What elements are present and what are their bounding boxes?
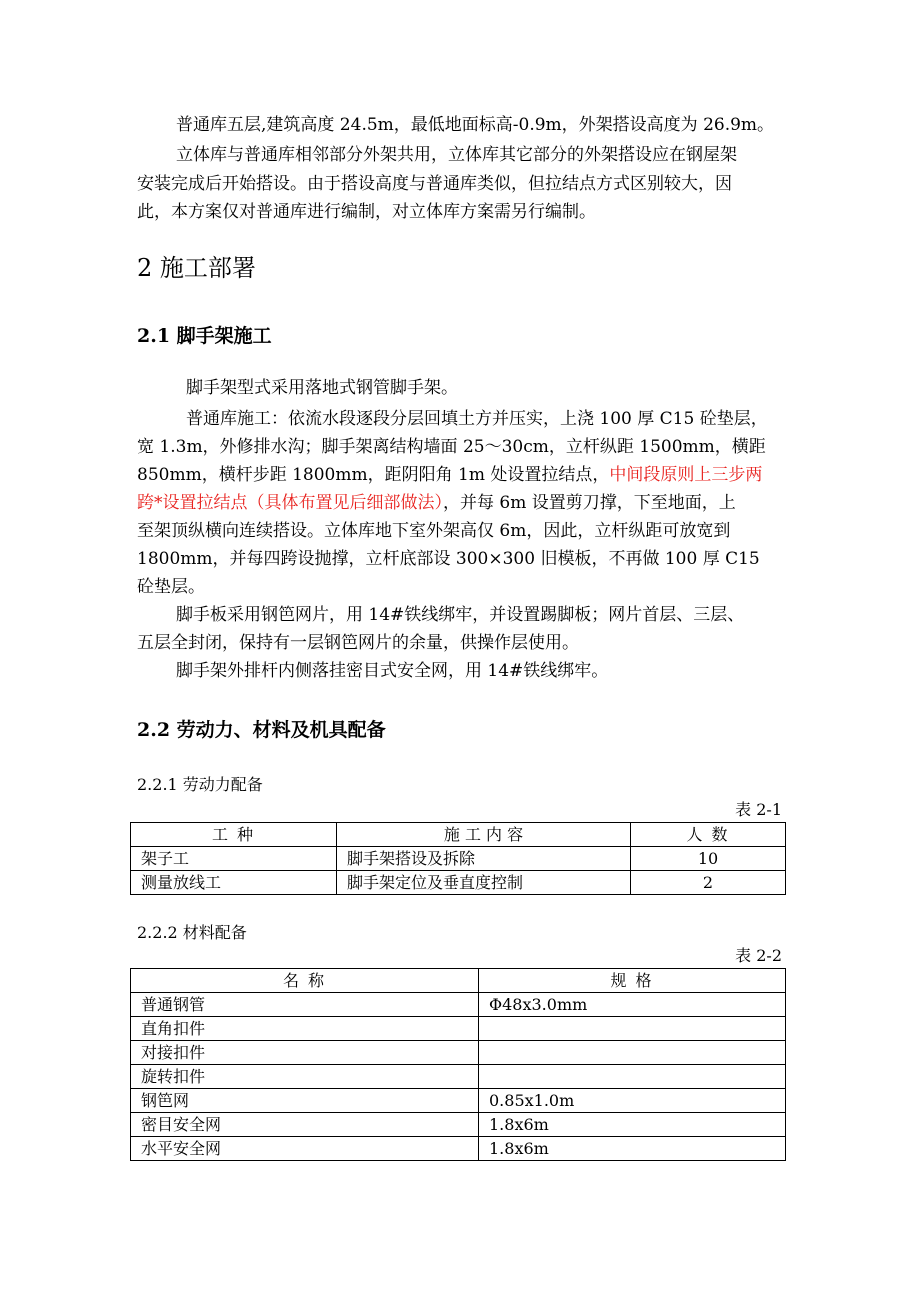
table-header-row: [131, 823, 786, 847]
table-row: [131, 1089, 786, 1113]
scaffold-type-text: 脚手架型式采用落地式钢管脚手架。: [186, 378, 458, 398]
construction-line-3-text: 850mm，横杆步距 1800mm，距阴阳角 1m 处设置拉结点，: [137, 465, 610, 485]
table-cell: 对接扣件: [131, 1041, 479, 1065]
table-cell: 2: [631, 871, 786, 895]
table-cell: [479, 1065, 786, 1089]
highlight-text: 中间段原则上三步两: [609, 465, 763, 485]
table-cell: 密目安全网: [131, 1113, 479, 1137]
table-row: [131, 1017, 786, 1041]
column-header: 工 种: [131, 823, 337, 847]
table-cell: 脚手架定位及垂直度控制: [337, 871, 631, 895]
intro-line-4: 此，本方案仅对普通库进行编制，对立体库方案需另行编制。: [137, 202, 596, 222]
table-row: [131, 871, 786, 895]
column-header: 规 格: [479, 969, 786, 993]
table-cell: 旋转扣件: [131, 1065, 479, 1089]
column-header: 人 数: [631, 823, 786, 847]
section-2-2-1-heading: 2.2.1 劳动力配备: [137, 775, 263, 794]
construction-line-7: 砼垫层。: [137, 577, 205, 597]
table-cell: [479, 1017, 786, 1041]
table-cell: 普通钢管: [131, 993, 479, 1017]
intro-line-2: 立体库与普通库相邻部分外架共用，立体库其它部分的外架搭设应在钢屋架: [176, 145, 737, 165]
table-cell: 0.85x1.0m: [479, 1089, 786, 1113]
construction-line-1: 普通库施工：依流水段逐段分层回填土方并压实，上浇 100 厚 C15 砼垫层，: [186, 409, 768, 429]
table-row: [131, 1137, 786, 1161]
table-cell: 10: [631, 847, 786, 871]
table-row: [131, 993, 786, 1017]
table-cell: 1.8x6m: [479, 1113, 786, 1137]
column-header: 名 称: [131, 969, 479, 993]
table-cell: 1.8x6m: [479, 1137, 786, 1161]
table-cell: 测量放线工: [131, 871, 337, 895]
table-cell: 钢笆网: [131, 1089, 479, 1113]
table-cell: 脚手架搭设及拆除: [337, 847, 631, 871]
safety-net-text: 脚手架外排杆内侧落挂密目式安全网，用 14#铁线绑牢。: [176, 661, 609, 681]
section-2-2-2-heading: 2.2.2 材料配备: [137, 923, 247, 942]
construction-line-3: [137, 465, 762, 485]
construction-line-6: 1800mm，并每四跨设抛撑，立杆底部设 300×300 旧模板，不再做 100 厚 C15: [137, 549, 760, 569]
table-row: [131, 1065, 786, 1089]
table-cell: 直角扣件: [131, 1017, 479, 1041]
table-row: [131, 1113, 786, 1137]
scaffold-board-line-2: 五层全封闭，保持有一层钢笆网片的余量，供操作层使用。: [137, 633, 579, 653]
column-header: 施 工 内 容: [337, 823, 631, 847]
section-2-heading: 2 施工部署: [137, 254, 256, 282]
construction-line-2: 宽 1.3m，外修排水沟；脚手架离结构墙面 25～30cm，立杆纵距 1500mm，横距: [137, 437, 766, 457]
section-2-1-heading: 2.1 脚手架施工: [137, 325, 272, 347]
table-cell: 水平安全网: [131, 1137, 479, 1161]
labor-table: [130, 822, 786, 895]
table-2-2-caption: 表 2-2: [735, 946, 782, 965]
table-row: [131, 1041, 786, 1065]
table-cell: [479, 1041, 786, 1065]
construction-line-4: [137, 493, 736, 513]
intro-line-1: 普通库五层,建筑高度 24.5m，最低地面标高-0.9m，外架搭设高度为 26.9m。: [176, 115, 775, 135]
scaffold-board-line-1: 脚手板采用钢笆网片，用 14#铁线绑牢，并设置踢脚板；网片首层、三层、: [176, 605, 745, 625]
table-cell: Φ48x3.0mm: [479, 993, 786, 1017]
construction-line-4-text: ，并每 6m 设置剪刀撑，下至地面，上: [443, 493, 736, 513]
table-cell: 架子工: [131, 847, 337, 871]
construction-line-5: 至架顶纵横向连续搭设。立体库地下室外架高仅 6m，因此，立杆纵距可放宽到: [137, 521, 731, 541]
section-2-2-heading: 2.2 劳动力、材料及机具配备: [137, 719, 386, 741]
highlight-text: 跨*设置拉结点（具体布置见后细部做法）: [137, 493, 443, 513]
materials-table: [130, 968, 786, 1161]
table-2-1-caption: 表 2-1: [735, 800, 782, 819]
table-row: [131, 847, 786, 871]
intro-line-3: 安装完成后开始搭设。由于搭设高度与普通库类似，但拉结点方式区别较大，因: [137, 174, 732, 194]
table-header-row: [131, 969, 786, 993]
